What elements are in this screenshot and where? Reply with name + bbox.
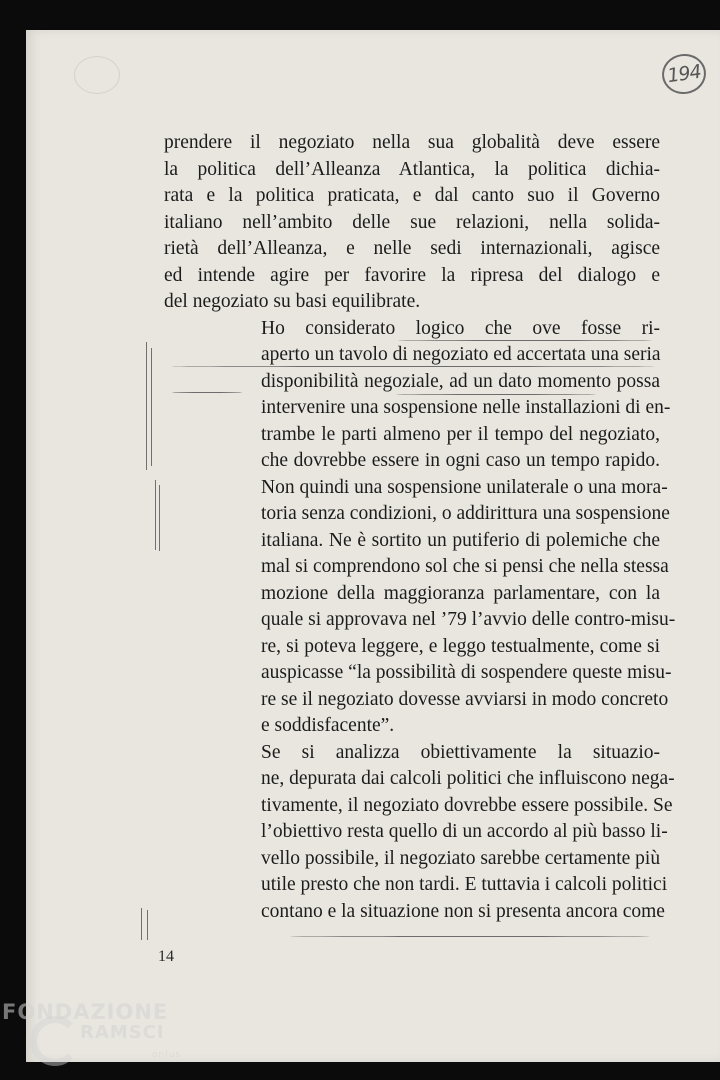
- text-line: del negoziato su basi equilibrate.: [164, 291, 421, 312]
- text-line: che dovrebbe essere in ogni caso un tempo rapido.: [261, 450, 660, 471]
- text-line: e soddisfacente”.: [261, 715, 395, 736]
- paragraph: [164, 316, 676, 740]
- text-line: Non quindi una sospensione unilaterale o una mora-: [261, 476, 668, 498]
- pencil-underline: [172, 392, 242, 393]
- document-page: [26, 30, 720, 1062]
- text-line: mozione della maggioranza parlamentare, con la: [261, 582, 660, 604]
- text-line: disponibilità negoziale, ad un dato momento possa: [261, 370, 660, 392]
- text-line: la politica dell’Alleanza Atlantica, la politica dichia-: [164, 158, 660, 180]
- watermark-line-2: RAMSCI: [80, 1022, 165, 1043]
- text-line: Se si analizza obiettivamente la situazio-: [261, 741, 660, 763]
- pencil-margin-mark: [146, 342, 147, 470]
- watermark-line-3: onlus: [152, 1050, 182, 1060]
- text-line: trambe le parti almeno per il tempo del negoziato,: [261, 423, 660, 445]
- pencil-margin-mark: [159, 485, 160, 551]
- text-line: rietà dell’Alleanza, e nelle sedi internazionali, agisce: [164, 238, 660, 259]
- text-line: re, si poteva leggere, e leggo testualmente, come si: [261, 635, 660, 657]
- pencil-underline: [290, 936, 650, 937]
- text-line: ne, depurata dai calcoli politici che influiscono nega-: [261, 768, 675, 789]
- text-line: l’obiettivo resta quello di un accordo al più basso li-: [261, 821, 668, 842]
- watermark-line-1: FONDAZIONE: [2, 1000, 169, 1024]
- text-line: ed intende agire per favorire la ripresa del dialogo e: [164, 264, 660, 286]
- text-line: rata e la politica praticata, e dal canto suo il Governo: [164, 185, 660, 206]
- pencil-underline: [396, 394, 596, 395]
- text-line: mal si comprendono sol che si pensi che nella stessa: [261, 556, 669, 577]
- text-line: Ho considerato logico che ove fosse ri-: [261, 317, 660, 339]
- watermark-g-logo: [30, 1016, 80, 1066]
- pencil-margin-mark: [147, 910, 148, 940]
- pencil-margin-mark: [155, 480, 156, 550]
- paragraph: [164, 130, 660, 316]
- pencil-margin-mark: [151, 348, 152, 466]
- text-line: auspicasse “la possibilità di sospendere queste misu-: [261, 662, 672, 683]
- pencil-page-number: 194: [659, 51, 708, 97]
- text-line: tivamente, il negoziato dovrebbe essere possibile. Se: [261, 794, 673, 816]
- text-line: prendere il negoziato nella sua globalità deve essere: [164, 132, 660, 153]
- bleed-through-stamp: [74, 56, 120, 94]
- text-line: contano e la situazione non si presenta ancora come: [261, 900, 665, 922]
- pencil-underline: [398, 340, 652, 341]
- text-line: intervenire una sospensione nelle installazioni di en-: [261, 397, 671, 418]
- text-line: toria senza condizioni, o addirittura una sospensione: [261, 503, 670, 524]
- text-line: vello possibile, il negoziato sarebbe certamente più: [261, 847, 661, 869]
- text-line: italiana. Ne è sortito un putiferio di polemiche che: [261, 529, 660, 551]
- page-folio: 14: [158, 948, 174, 965]
- text-line: utile presto che non tardi. E tuttavia i calcoli politici: [261, 874, 668, 895]
- pencil-margin-mark: [141, 908, 142, 940]
- text-line: aperto un tavolo di negoziato ed accertata una seria: [261, 344, 661, 365]
- text-line: re se il negoziato dovesse avviarsi in modo concreto: [261, 688, 669, 710]
- body-text: [164, 130, 676, 925]
- text-line: quale si approvava nel ’79 l’avvio delle contro-misu-: [261, 609, 676, 630]
- text-line: italiano nell’ambito delle sue relazioni, nella solida-: [164, 211, 660, 233]
- paragraph: [164, 740, 675, 926]
- fondazione-gramsci-watermark: [2, 1000, 182, 1060]
